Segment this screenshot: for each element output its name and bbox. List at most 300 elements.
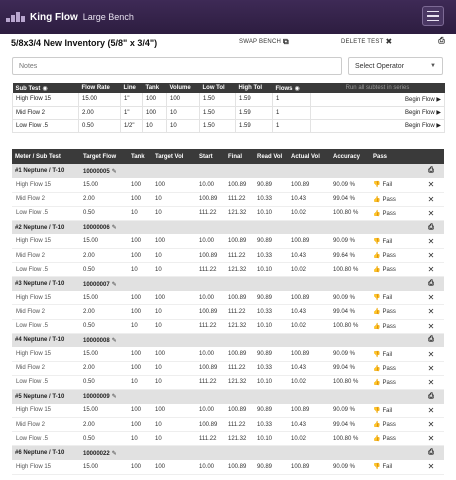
pencil-icon[interactable]: ✎ xyxy=(111,225,117,232)
subtest-name: Mid Flow 2 xyxy=(12,361,80,375)
close-icon: ✕ xyxy=(427,321,435,331)
meter-subtest-row xyxy=(12,178,444,192)
close-icon: ✕ xyxy=(427,236,435,246)
cell-read-vol: 10.10 xyxy=(254,206,288,220)
cell-start: 111.22 xyxy=(196,432,225,446)
cell-target-flow: 0.50 xyxy=(80,432,128,446)
cell-final: 121.32 xyxy=(225,206,254,220)
cell-target-flow: 15.00 xyxy=(80,347,128,361)
col-flow-rate: Flow Rate xyxy=(79,83,121,93)
cell-tank: 100 xyxy=(128,404,152,418)
col-actions xyxy=(418,149,444,164)
thumbs-down-icon: 👎 xyxy=(373,238,381,245)
cell-tank: 10 xyxy=(128,319,152,333)
subtest-high-tol: 1.59 xyxy=(236,106,273,119)
subtest-name: High Flow 15 xyxy=(12,460,80,474)
thumbs-up-icon: 👍 xyxy=(373,436,381,443)
cell-accuracy: 100.80 % xyxy=(330,319,370,333)
subtest-row xyxy=(13,93,445,106)
subtest-name: Low Flow .5 xyxy=(12,206,80,220)
subtest-flow-rate: 2.00 xyxy=(79,106,121,119)
remove-row-button[interactable] xyxy=(418,178,444,192)
pass-status: 👎 Fail xyxy=(370,404,418,418)
close-icon: ✕ xyxy=(427,265,435,275)
cell-target-flow: 2.00 xyxy=(80,361,128,375)
cell-final: 100.89 xyxy=(225,178,254,192)
remove-row-button[interactable] xyxy=(418,192,444,206)
cell-target-flow: 2.00 xyxy=(80,192,128,206)
subtest-line: 1" xyxy=(121,106,143,119)
cell-tank: 10 xyxy=(128,375,152,389)
subtest-name: High Flow 15 xyxy=(12,404,80,418)
cell-target-vol: 10 xyxy=(152,249,196,263)
cell-actual-vol: 10.02 xyxy=(288,206,330,220)
remove-row-button[interactable] xyxy=(418,319,444,333)
cell-actual-vol: 100.89 xyxy=(288,404,330,418)
meter-title: #2 Neptune / T-10 xyxy=(12,220,80,234)
subtest-row xyxy=(13,106,445,119)
remove-row-button[interactable] xyxy=(418,206,444,220)
remove-row-button[interactable] xyxy=(418,432,444,446)
subtest-table xyxy=(12,83,445,133)
meter-serial[interactable]: 10000007 ✎ xyxy=(80,277,128,291)
thumbs-down-icon: 👎 xyxy=(373,407,381,414)
cell-actual-vol: 100.89 xyxy=(288,291,330,305)
cell-start: 10.00 xyxy=(196,234,225,248)
cell-start: 10.00 xyxy=(196,178,225,192)
cell-target-flow: 15.00 xyxy=(80,291,128,305)
pass-status: 👍 Pass xyxy=(370,206,418,220)
cell-final: 100.89 xyxy=(225,347,254,361)
cell-accuracy: 99.04 % xyxy=(330,305,370,319)
cell-read-vol: 10.10 xyxy=(254,375,288,389)
subtest-name: High Flow 15 xyxy=(12,291,80,305)
cell-target-vol: 10 xyxy=(152,319,196,333)
meter-title: #1 Neptune / T-10 xyxy=(12,164,80,178)
thumbs-up-icon: 👍 xyxy=(373,323,381,330)
cell-start: 100.89 xyxy=(196,249,225,263)
cell-target-vol: 10 xyxy=(152,361,196,375)
run-all-subtests-button[interactable]: Run all subtest in series xyxy=(311,83,445,93)
subtest-low-tol: 1.50 xyxy=(200,106,236,119)
close-icon: ✕ xyxy=(427,420,435,430)
cell-final: 121.32 xyxy=(225,263,254,277)
col-final: Final xyxy=(225,149,254,164)
cell-actual-vol: 10.02 xyxy=(288,319,330,333)
pass-status: 👎 Fail xyxy=(370,291,418,305)
cell-start: 111.22 xyxy=(196,263,225,277)
close-icon: ✕ xyxy=(427,434,435,444)
cell-final: 111.22 xyxy=(225,249,254,263)
cell-read-vol: 90.89 xyxy=(254,291,288,305)
remove-row-button[interactable] xyxy=(418,347,444,361)
cell-tank: 100 xyxy=(128,418,152,432)
cell-start: 111.22 xyxy=(196,375,225,389)
remove-row-button[interactable] xyxy=(418,375,444,389)
begin-flow-button[interactable]: Begin Flow ▶ xyxy=(311,119,445,132)
cell-actual-vol: 10.43 xyxy=(288,249,330,263)
subtest-name: Mid Flow 2 xyxy=(13,106,79,119)
cell-target-flow: 0.50 xyxy=(80,263,128,277)
subtest-flow-rate: 0.50 xyxy=(79,119,121,132)
meter-group-header xyxy=(12,277,444,291)
col-high-tol: High Tol xyxy=(236,83,273,93)
remove-row-button[interactable] xyxy=(418,404,444,418)
subtest-tank: 100 xyxy=(143,93,167,106)
play-icon: ▶ xyxy=(436,96,441,103)
meter-serial[interactable]: 10000009 ✎ xyxy=(80,390,128,404)
cell-start: 100.89 xyxy=(196,305,225,319)
thumbs-down-icon: 👎 xyxy=(373,464,381,471)
close-icon: ✕ xyxy=(427,462,435,472)
meter-serial[interactable]: 10000005 ✎ xyxy=(80,164,128,178)
print-button[interactable] xyxy=(438,36,445,46)
cell-target-flow: 15.00 xyxy=(80,234,128,248)
cell-target-vol: 100 xyxy=(152,347,196,361)
eye-icon[interactable]: ◉ xyxy=(294,85,300,92)
cell-accuracy: 99.64 % xyxy=(330,249,370,263)
cell-actual-vol: 10.02 xyxy=(288,375,330,389)
subtest-line: 1" xyxy=(121,93,143,106)
brand-logo-icon xyxy=(6,12,26,22)
subtest-name: Mid Flow 2 xyxy=(12,418,80,432)
subtest-high-tol: 1.59 xyxy=(236,119,273,132)
cell-target-vol: 10 xyxy=(152,432,196,446)
cell-actual-vol: 10.02 xyxy=(288,432,330,446)
pencil-icon[interactable]: ✎ xyxy=(111,394,117,401)
cell-accuracy: 100.80 % xyxy=(330,432,370,446)
meter-serial[interactable]: 10000008 ✎ xyxy=(80,333,128,347)
subtest-name: Low Flow .5 xyxy=(12,432,80,446)
col-low-tol: Low Tol xyxy=(200,83,236,93)
printer-icon: ⎙ xyxy=(438,36,445,45)
meter-table xyxy=(12,149,444,475)
meter-subtest-row xyxy=(12,404,444,418)
remove-row-button[interactable] xyxy=(418,234,444,248)
cell-tank: 10 xyxy=(128,432,152,446)
close-icon: ✕ xyxy=(427,293,435,303)
cell-start: 10.00 xyxy=(196,291,225,305)
subtest-name: Mid Flow 2 xyxy=(12,249,80,263)
pass-status: 👍 Pass xyxy=(370,361,418,375)
remove-row-button[interactable] xyxy=(418,263,444,277)
page-title: 5/8x3/4 New Inventory (5/8" x 3/4") xyxy=(11,38,158,48)
swap-bench-label: SWAP BENCH xyxy=(239,39,282,45)
cell-final: 111.22 xyxy=(225,418,254,432)
cell-actual-vol: 10.43 xyxy=(288,418,330,432)
begin-flow-button[interactable]: Begin Flow ▶ xyxy=(311,106,445,119)
meter-serial[interactable]: 10000022 ✎ xyxy=(80,446,128,460)
cell-actual-vol: 100.89 xyxy=(288,234,330,248)
cell-start: 111.22 xyxy=(196,206,225,220)
pass-status: 👍 Pass xyxy=(370,319,418,333)
cell-target-flow: 0.50 xyxy=(80,375,128,389)
cell-tank: 100 xyxy=(128,361,152,375)
remove-row-button[interactable] xyxy=(418,305,444,319)
subtest-header-row xyxy=(13,83,445,93)
cell-final: 121.32 xyxy=(225,375,254,389)
thumbs-up-icon: 👍 xyxy=(373,422,381,429)
subtest-low-tol: 1.50 xyxy=(200,93,236,106)
col-read-vol: Read Vol xyxy=(254,149,288,164)
cell-target-flow: 2.00 xyxy=(80,305,128,319)
thumbs-up-icon: 👍 xyxy=(373,309,381,316)
cell-final: 111.22 xyxy=(225,192,254,206)
subtest-name: High Flow 15 xyxy=(12,234,80,248)
cell-target-vol: 10 xyxy=(152,206,196,220)
pass-status: 👍 Pass xyxy=(370,375,418,389)
cell-target-vol: 10 xyxy=(152,192,196,206)
remove-row-button[interactable] xyxy=(418,361,444,375)
subtest-volume: 10 xyxy=(167,119,200,132)
meter-subtest-row xyxy=(12,418,444,432)
cell-target-vol: 100 xyxy=(152,178,196,192)
cell-actual-vol: 10.02 xyxy=(288,263,330,277)
subtest-name: Mid Flow 2 xyxy=(12,192,80,206)
cell-accuracy: 99.04 % xyxy=(330,361,370,375)
hamburger-menu-icon xyxy=(427,11,439,13)
cell-actual-vol: 100.89 xyxy=(288,347,330,361)
cell-actual-vol: 10.43 xyxy=(288,361,330,375)
pass-status: 👍 Pass xyxy=(370,263,418,277)
notes-input[interactable] xyxy=(12,57,342,75)
cell-target-vol: 100 xyxy=(152,234,196,248)
thumbs-down-icon: 👎 xyxy=(373,295,381,302)
subtest-flows: 1 xyxy=(273,119,311,132)
subtest-row xyxy=(13,119,445,132)
col-flows: Flows ◉ xyxy=(273,83,311,93)
cell-target-vol: 100 xyxy=(152,291,196,305)
thumbs-up-icon: 👍 xyxy=(373,253,381,260)
close-icon: ✕ xyxy=(427,194,435,204)
subtest-volume: 10 xyxy=(167,106,200,119)
cell-read-vol: 10.33 xyxy=(254,249,288,263)
cell-read-vol: 90.89 xyxy=(254,178,288,192)
cell-tank: 10 xyxy=(128,206,152,220)
cell-final: 111.22 xyxy=(225,305,254,319)
pass-status: 👍 Pass xyxy=(370,192,418,206)
cell-read-vol: 90.89 xyxy=(254,460,288,474)
close-icon: ✕ xyxy=(427,349,435,359)
cell-actual-vol: 100.89 xyxy=(288,460,330,474)
cell-accuracy: 99.04 % xyxy=(330,192,370,206)
thumbs-up-icon: 👍 xyxy=(373,379,381,386)
close-icon: ✕ xyxy=(427,363,435,373)
subtest-name: Low Flow .5 xyxy=(13,119,79,132)
pencil-icon[interactable]: ✎ xyxy=(111,450,117,457)
subtest-name: Mid Flow 2 xyxy=(12,305,80,319)
pass-status: 👍 Pass xyxy=(370,305,418,319)
close-icon: ✕ xyxy=(427,208,435,218)
cell-read-vol: 90.89 xyxy=(254,234,288,248)
cell-target-vol: 100 xyxy=(152,404,196,418)
delete-test-button[interactable] xyxy=(341,37,392,46)
cell-accuracy: 90.09 % xyxy=(330,178,370,192)
cell-start: 10.00 xyxy=(196,460,225,474)
cell-tank: 100 xyxy=(128,249,152,263)
cell-final: 121.32 xyxy=(225,319,254,333)
cell-read-vol: 10.10 xyxy=(254,432,288,446)
meter-group-header xyxy=(12,390,444,404)
meter-title: #4 Neptune / T-10 xyxy=(12,333,80,347)
cell-read-vol: 10.33 xyxy=(254,418,288,432)
chevron-down-icon: ▼ xyxy=(430,63,436,69)
cell-read-vol: 10.10 xyxy=(254,319,288,333)
thumbs-up-icon: 👍 xyxy=(373,210,381,217)
subtest-flow-rate: 15.00 xyxy=(79,93,121,106)
begin-flow-button[interactable]: Begin Flow ▶ xyxy=(311,93,445,106)
external-link-icon: ⧉ xyxy=(283,37,289,46)
play-icon: ▶ xyxy=(436,110,441,116)
thumbs-down-icon: 👎 xyxy=(373,351,381,358)
cell-tank: 100 xyxy=(128,291,152,305)
cell-tank: 100 xyxy=(128,460,152,474)
col-pass: Pass xyxy=(370,149,418,164)
cell-target-vol: 100 xyxy=(152,460,196,474)
close-icon: ✕ xyxy=(427,180,435,190)
col-meter-sub-test: Meter / Sub Test xyxy=(12,149,80,164)
col-target-flow: Target Flow xyxy=(80,149,128,164)
meter-subtest-row xyxy=(12,460,444,474)
col-start: Start xyxy=(196,149,225,164)
cell-final: 111.22 xyxy=(225,361,254,375)
cell-final: 100.89 xyxy=(225,234,254,248)
meter-subtest-row xyxy=(12,375,444,389)
cell-read-vol: 10.33 xyxy=(254,192,288,206)
subtest-name: Low Flow .5 xyxy=(12,375,80,389)
meter-print-icon[interactable]: ⎙ xyxy=(418,333,444,347)
close-icon: ✕ xyxy=(427,307,435,317)
meter-subtest-row xyxy=(12,347,444,361)
cell-target-flow: 15.00 xyxy=(80,460,128,474)
col-target-vol: Target Vol xyxy=(152,149,196,164)
remove-row-button[interactable] xyxy=(418,460,444,474)
pass-status: 👎 Fail xyxy=(370,234,418,248)
pencil-icon[interactable]: ✎ xyxy=(111,281,117,288)
col-sub-test: Sub Test ◉ xyxy=(13,83,79,93)
subtest-name: Low Flow .5 xyxy=(12,263,80,277)
subtest-volume: 100 xyxy=(167,93,200,106)
meter-group-header xyxy=(12,333,444,347)
cell-target-flow: 0.50 xyxy=(80,319,128,333)
meter-subtest-row xyxy=(12,249,444,263)
meter-subtest-row xyxy=(12,305,444,319)
cell-start: 100.89 xyxy=(196,418,225,432)
meter-print-icon[interactable]: ⎙ xyxy=(418,164,444,178)
operator-select-value: Select Operator xyxy=(355,62,405,70)
cell-target-flow: 0.50 xyxy=(80,206,128,220)
operator-select[interactable] xyxy=(348,57,443,75)
thumbs-up-icon: 👍 xyxy=(373,267,381,274)
pencil-icon[interactable]: ✎ xyxy=(111,168,117,175)
remove-row-button[interactable] xyxy=(418,249,444,263)
subtest-name: High Flow 15 xyxy=(13,93,79,106)
col-tank: Tank xyxy=(128,149,152,164)
cell-accuracy: 99.04 % xyxy=(330,418,370,432)
meter-header-row xyxy=(12,149,444,164)
cell-target-vol: 10 xyxy=(152,418,196,432)
cell-target-vol: 10 xyxy=(152,305,196,319)
thumbs-up-icon: 👍 xyxy=(373,365,381,372)
cell-accuracy: 100.80 % xyxy=(330,263,370,277)
cell-accuracy: 100.80 % xyxy=(330,375,370,389)
col-tank: Tank xyxy=(143,83,167,93)
cell-accuracy: 90.09 % xyxy=(330,234,370,248)
meter-serial[interactable]: 10000006 ✎ xyxy=(80,220,128,234)
meter-subtest-row xyxy=(12,432,444,446)
close-icon: ✕ xyxy=(427,377,435,387)
close-icon: ✖ xyxy=(385,37,393,46)
subtest-flows: 1 xyxy=(273,106,311,119)
cell-target-flow: 2.00 xyxy=(80,249,128,263)
pass-status: 👍 Pass xyxy=(370,418,418,432)
pass-status: 👍 Pass xyxy=(370,249,418,263)
subtest-name: High Flow 15 xyxy=(12,347,80,361)
remove-row-button[interactable] xyxy=(418,418,444,432)
eye-icon[interactable]: ◉ xyxy=(42,85,48,92)
cell-start: 111.22 xyxy=(196,319,225,333)
cell-read-vol: 10.33 xyxy=(254,305,288,319)
subtest-tank: 100 xyxy=(143,106,167,119)
cell-accuracy: 90.09 % xyxy=(330,347,370,361)
cell-accuracy: 90.09 % xyxy=(330,460,370,474)
meter-print-icon[interactable]: ⎙ xyxy=(418,220,444,234)
cell-start: 10.00 xyxy=(196,347,225,361)
meter-print-icon[interactable]: ⎙ xyxy=(418,390,444,404)
cell-tank: 100 xyxy=(128,234,152,248)
brand-subtitle: Large Bench xyxy=(82,12,134,22)
cell-final: 121.32 xyxy=(225,432,254,446)
swap-bench-button[interactable] xyxy=(239,37,289,47)
cell-target-flow: 15.00 xyxy=(80,404,128,418)
cell-target-vol: 10 xyxy=(152,375,196,389)
cell-target-flow: 15.00 xyxy=(80,178,128,192)
subtest-name: Low Flow .5 xyxy=(12,319,80,333)
pass-status: 👎 Fail xyxy=(370,460,418,474)
meter-subtest-row xyxy=(12,192,444,206)
hamburger-menu-button[interactable] xyxy=(422,6,444,26)
cell-read-vol: 90.89 xyxy=(254,404,288,418)
meter-title: #5 Neptune / T-10 xyxy=(12,390,80,404)
pencil-icon[interactable]: ✎ xyxy=(111,337,117,344)
subtest-line: 1/2" xyxy=(121,119,143,132)
cell-start: 100.89 xyxy=(196,361,225,375)
meter-subtest-row xyxy=(12,291,444,305)
meter-group-header xyxy=(12,220,444,234)
cell-start: 10.00 xyxy=(196,404,225,418)
close-icon: ✕ xyxy=(427,405,435,415)
title-row xyxy=(11,37,445,49)
subtest-name: High Flow 15 xyxy=(12,178,80,192)
cell-tank: 10 xyxy=(128,263,152,277)
col-volume: Volume xyxy=(167,83,200,93)
brand-title[interactable]: King Flow xyxy=(30,11,78,23)
remove-row-button[interactable] xyxy=(418,291,444,305)
meter-print-icon[interactable]: ⎙ xyxy=(418,446,444,460)
delete-test-label: DELETE TEST xyxy=(341,38,384,45)
subtest-tank: 10 xyxy=(143,119,167,132)
cell-tank: 100 xyxy=(128,305,152,319)
cell-actual-vol: 10.43 xyxy=(288,305,330,319)
col-line: Line xyxy=(121,83,143,93)
cell-read-vol: 10.33 xyxy=(254,361,288,375)
meter-print-icon[interactable]: ⎙ xyxy=(418,277,444,291)
meter-group-header xyxy=(12,164,444,178)
cell-final: 100.89 xyxy=(225,404,254,418)
meter-title: #3 Neptune / T-10 xyxy=(12,277,80,291)
meter-subtest-row xyxy=(12,263,444,277)
cell-tank: 100 xyxy=(128,192,152,206)
